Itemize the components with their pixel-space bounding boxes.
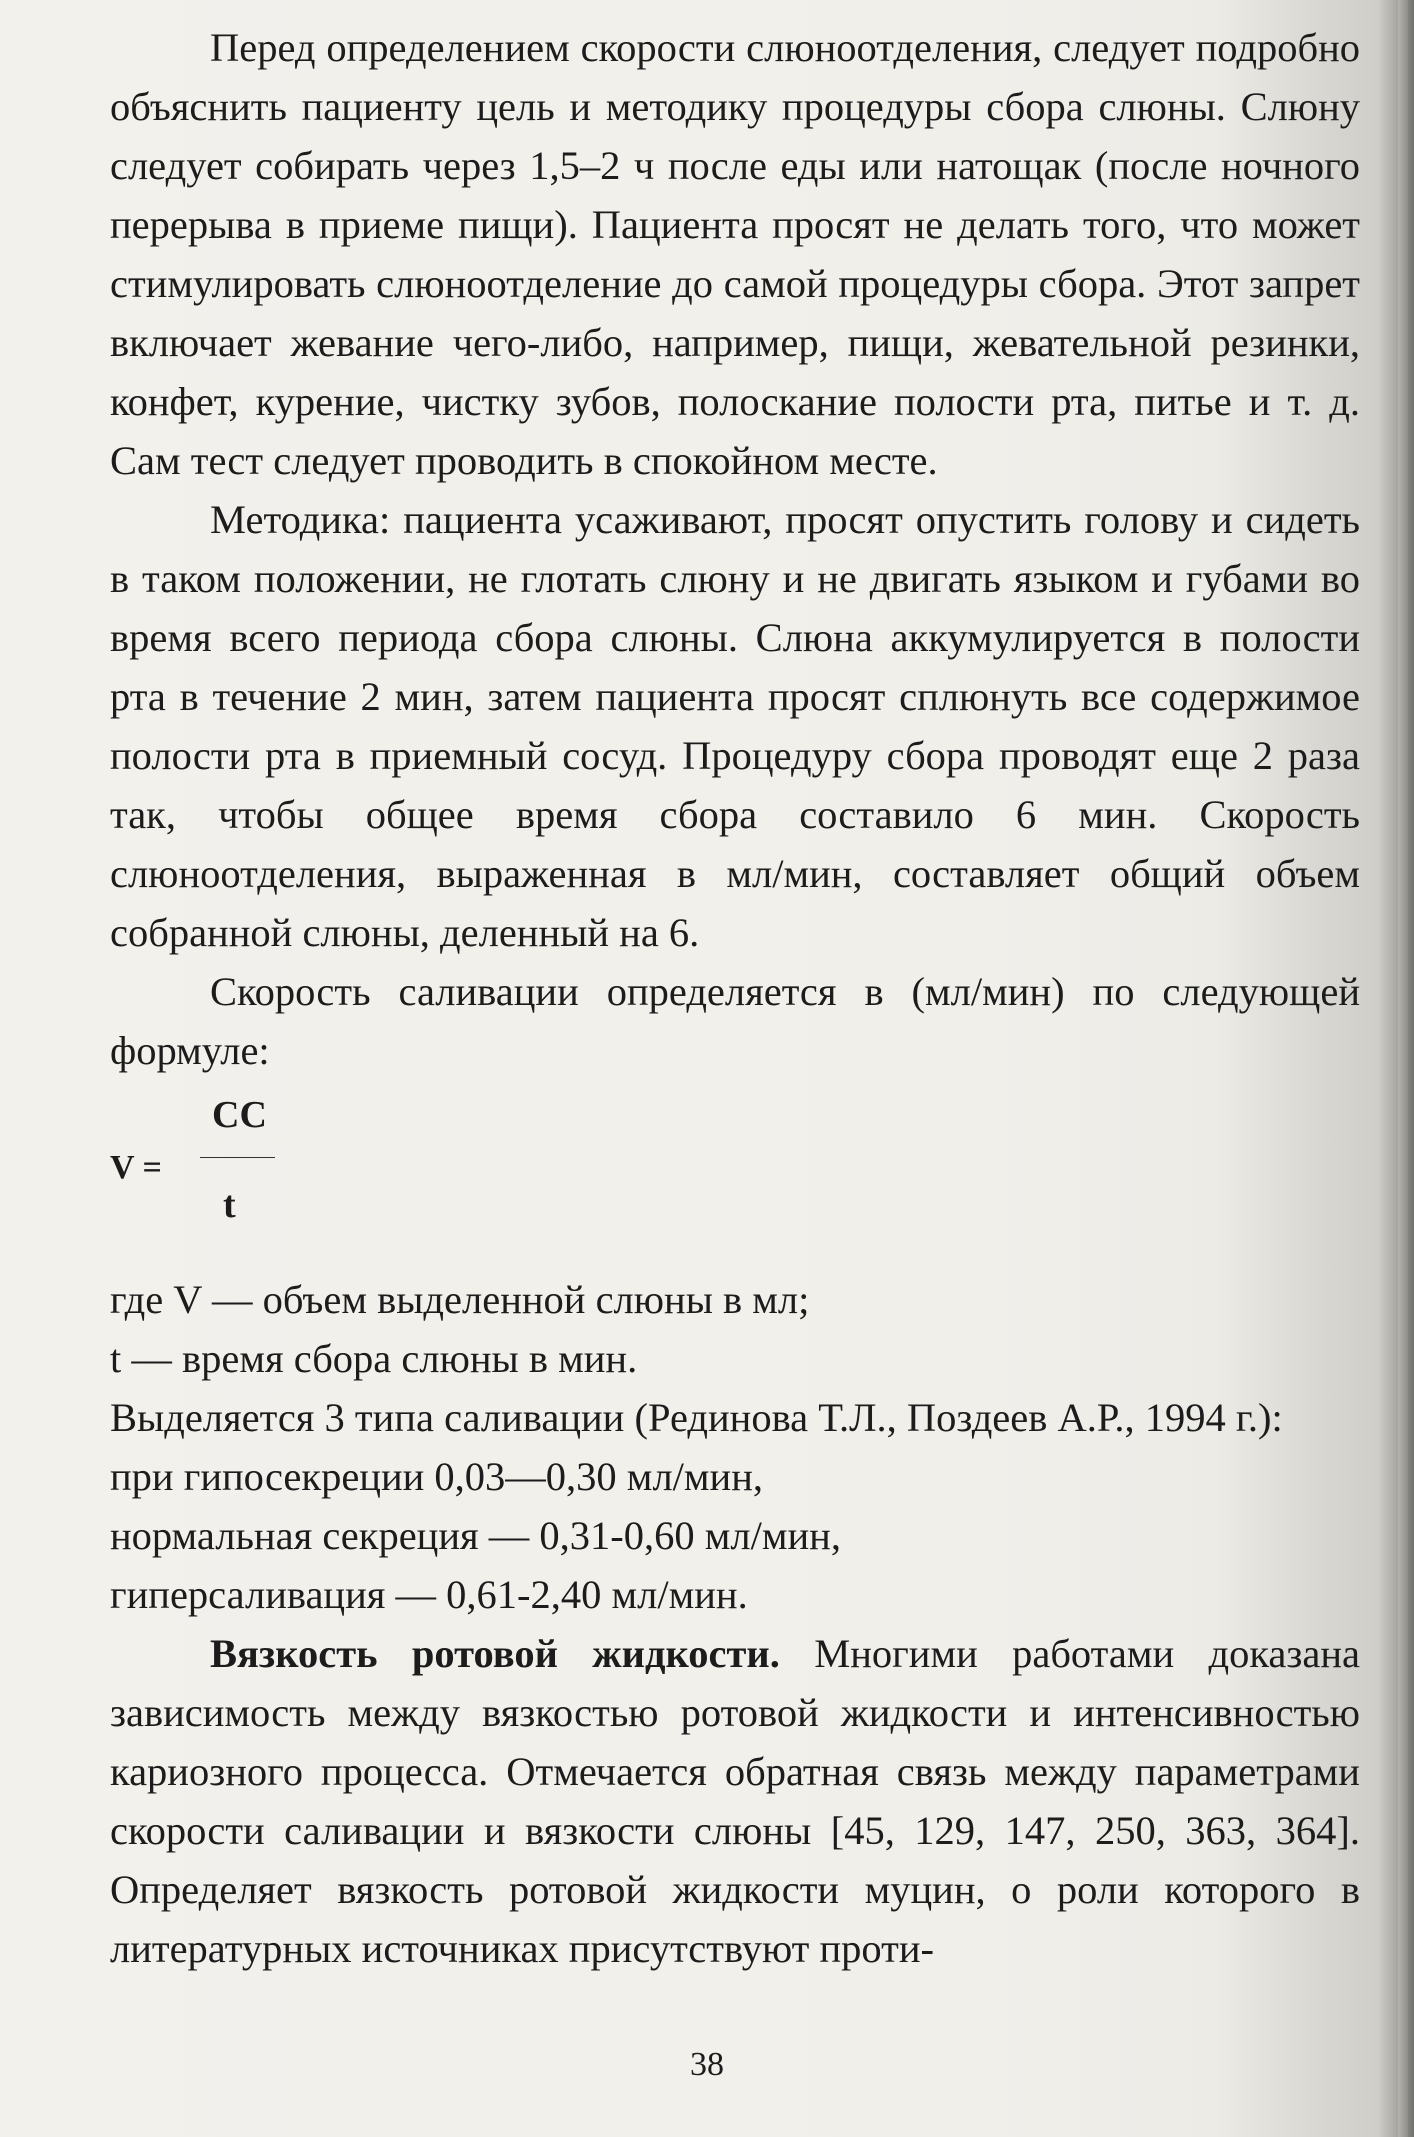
paragraph-viscosity [110,1624,1360,1978]
formula-denominator: t [223,1184,236,1226]
formula-fraction-bar [200,1157,275,1158]
salivation-types-line: Выделяется 3 типа саливации (Рединова Т.Л., Поздеев А.Р., 1994 г.): [110,1395,1283,1440]
paragraph-preparation: Перед определением скорости слюноотделения, следует подробно объяснить пациенту цель и методику процедуры сбора слюны. Слюну следует собирать через 1,5–2 ч после еды или натощак (после ночного перерыва в приеме пищи). Пациента просят не делать того, что может стимулировать слюноотделение до самой процедуры сбора. Этот запрет включает жевание чего-либо, например, пищи, жевательной резинки, конфет, курение, чистку зубов, полоскание полости рта, питье и т. д. Сам тест следует проводить в спокойном месте. [110,25,1360,483]
definition-v: где V — объем выделенной слюны в мл; [110,1277,810,1322]
viscosity-text: Многими работами доказана зависимость между вязкостью ротовой жидкости и интенсивностью кариозного процесса. Отмечается обратная связь между параметрами скорости саливации и вязкости слюны [45, 129, 147, 250, 363, 364]. Определяет вязкость ротовой жидкости муцин, о роли которого в литературных источниках присутствуют проти- [110,1631,1360,1971]
definition-t: t — время сбора слюны в мин. [110,1336,638,1381]
type-hypersalivation: гиперсаливация — 0,61-2,40 мл/мин. [110,1572,748,1617]
paragraph-formula-intro: Скорость саливации определяется в (мл/мин) по следующей формуле: [110,969,1360,1073]
paragraph-method: Методика: пациента усаживают, просят опустить голову и сидеть в таком положении, не глотать слюну и не двигать языком и губами во время всего периода сбора слюны. Слюна аккумулируется в полости рта в течение 2 мин, затем пациента просят сплюнуть все содержимое полости рта в приемный сосуд. Процедуру сбора проводят еще 2 раза так, чтобы общее время сбора составило 6 мин. Скорость слюноотделения, выраженная в мл/мин, составляет общий объем собранной слюны, деленный на 6. [110,497,1360,955]
type-normal-secretion: нормальная секреция — 0,31-0,60 мл/мин, [110,1513,841,1558]
page-number: 38 [690,2046,724,2083]
formula-lhs: V = [110,1149,162,1186]
formula-numerator: СС [212,1094,267,1136]
viscosity-heading: Вязкость ротовой жидкости. [210,1631,780,1676]
salivation-formula [110,1080,1360,1270]
type-hyposecretion: при гипосекреции 0,03—0,30 мл/мин, [110,1454,764,1499]
page-content [110,18,1360,1978]
page-edge-shadow [1378,0,1414,2137]
